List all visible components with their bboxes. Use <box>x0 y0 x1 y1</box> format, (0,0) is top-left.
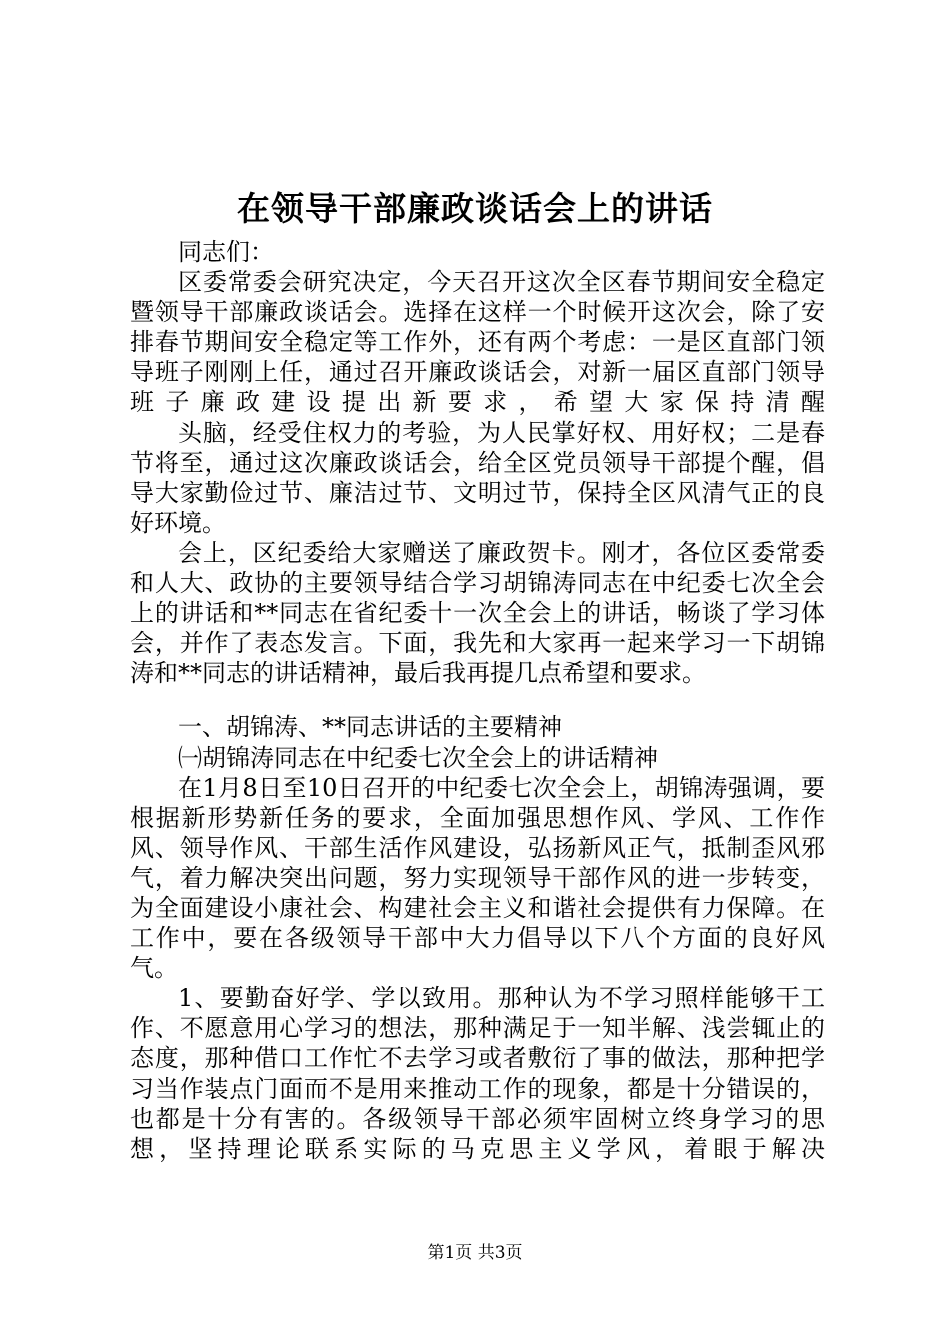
paragraph-intro: 区委常委会研究决定，今天召开这次全区春节期间安全稳定暨领导干部廉政谈话会。选择在这样一个时候开这次会，除了安排春节期间安全稳定等工作外，还有两个考虑：一是区直部门领导班子刚刚上任，通过召开廉政谈话会，对新一届区直部门领导班子廉政建设提出新要求，希望大家保持清醒 <box>130 268 825 417</box>
section-spacer <box>130 688 825 712</box>
section-heading-1: 一、胡锦涛、**同志讲话的主要精神 <box>178 713 562 742</box>
document-body <box>130 237 825 1164</box>
paragraph-plenary-summary: 在1月8日至10日召开的中纪委七次全会上，胡锦涛强调，要根据新形势新任务的要求，全面加强思想作风、学风、工作作风、领导作风、干部生活作风建设，弘扬新风正气，抵制歪风邪气，着力解决突出问题，努力实现领导干部作风的进一步转变，为全面建设小康社会、构建社会主义和谐社会提供有力保障。在工作中，要在各级领导干部中大力倡导以下八个方面的良好风气。 <box>130 773 825 983</box>
page-number-footer: 第1页 共3页 <box>427 1243 523 1263</box>
document-title: 在领导干部廉政谈话会上的讲话 <box>237 189 713 228</box>
paragraph-intro-continued: 头脑，经受住权力的考验，为人民掌好权、用好权；二是春节将至，通过这次廉政谈话会，给全区党员领导干部提个醒，倡导大家勤俭过节、廉洁过节、文明过节，保持全区风清气正的良好环境。 <box>130 418 825 537</box>
paragraph-meeting-review: 会上，区纪委给大家赠送了廉政贺卡。刚才，各位区委常委和人大、政协的主要领导结合学习胡锦涛同志在中纪委七次全会上的讲话和**同志在省纪委十一次全会上的讲话，畅谈了学习体会，并作了表态发言。下面，我先和大家再一起来学习一下胡锦涛和**同志的讲话精神，最后我再提几点希望和要求。 <box>130 538 825 688</box>
paragraph-point-1: 1、要勤奋好学、学以致用。那种认为不学习照样能够干工作、不愿意用心学习的想法，那种满足于一知半解、浅尝辄止的态度，那种借口工作忙不去学习或者敷衍了事的做法，那种把学习当作装点门面而不是用来推动工作的现象，都是十分错误的，也都是十分有害的。各级领导干部必须牢固树立终身学习的思想，坚持理论联系实际的马克思主义学风，着眼于解决 <box>130 984 825 1163</box>
subsection-heading-1: ㈠胡锦涛同志在中纪委七次全会上的讲话精神 <box>178 743 658 772</box>
paragraph-salutation: 同志们： <box>178 238 274 266</box>
